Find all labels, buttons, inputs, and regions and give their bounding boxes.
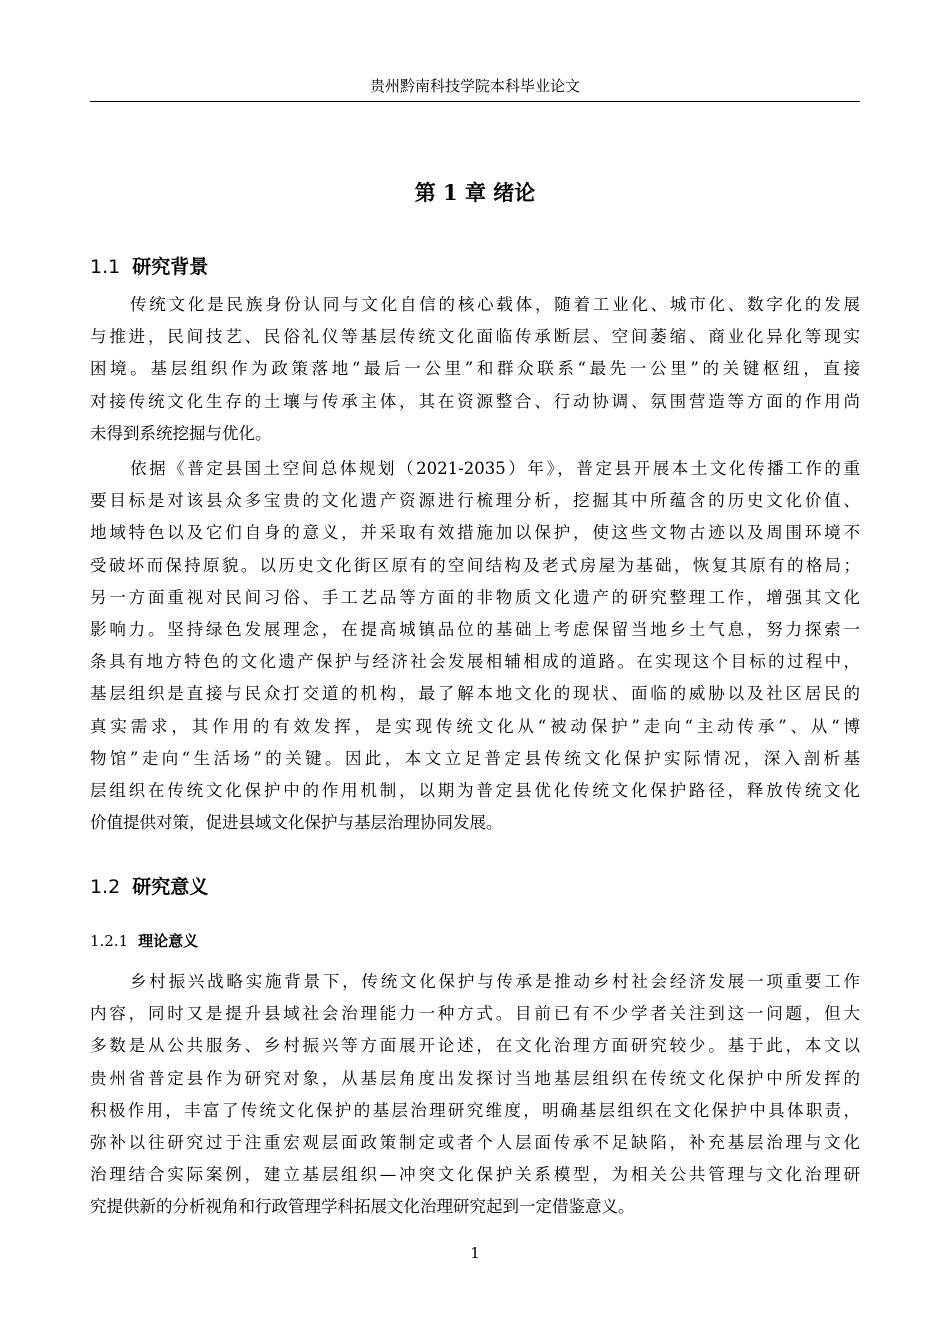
paragraph-line: 要目标是对该县众多宝贵的文化遗产资源进行梳理分析，挖掘其中所蕴含的历史文化价值、 [90, 491, 860, 511]
paragraph-background-1 [90, 289, 860, 450]
paragraph-background-2 [90, 453, 860, 839]
paragraph-line: 物馆”走向“生活场”的关键。因此，本文立足普定县传统文化保护实际情况，深入剖析基 [90, 748, 860, 768]
paragraph-line: 贵州省普定县作为研究对象，从基层角度出发探讨当地基层组织在传统文化保护中所发挥的 [90, 1068, 860, 1088]
paragraph-line: 依据《普定县国土空间总体规划（2021-2035）年》，普定县开展本土文化传播工作的重 [130, 459, 860, 478]
subsection-heading-1-2-1 [90, 928, 198, 954]
paragraph-line: 积极作用，丰富了传统文化保护的基层治理研究维度，明确基层组织在文化保护中具体职责， [90, 1100, 860, 1120]
chapter-title: 第 1 章 绪论 [414, 180, 536, 205]
paragraph-line: 困境。基层组织作为政策落地“最后一公里”和群众联系“最先一公里”的关键枢纽，直接 [90, 359, 860, 379]
paragraph-line: 价值提供对策，促进县域文化保护与基层治理协同发展。 [90, 813, 503, 833]
paragraph-line: 真实需求，其作用的有效发挥，是实现传统文化从“被动保护”走向“主动传承”、从“博 [90, 716, 860, 736]
paragraph-theory [90, 966, 860, 1224]
subsection-number: 1.2.1 [90, 932, 129, 950]
page-number: 1 [470, 1244, 480, 1262]
section-number: 1.1 [90, 256, 121, 278]
running-header: 贵州黔南科技学院本科毕业论文 [369, 77, 580, 95]
section-title: 研究意义 [132, 876, 209, 898]
paragraph-line: 未得到系统挖掘与优化。 [90, 423, 272, 443]
paragraph-line: 条具有地方特色的文化遗产保护与经济社会发展相辅相成的道路。在实现这个目标的过程中， [90, 652, 860, 672]
paragraph-line: 对接传统文化生存的土壤与传承主体，其在资源整合、行动协调、氛围营造等方面的作用尚 [90, 391, 860, 411]
section-heading-1-1 [90, 252, 208, 282]
subsection-title: 理论意义 [138, 932, 199, 950]
paragraph-line: 受破坏而保持原貌。以历史文化街区原有的空间结构及老式房屋为基础，恢复其原有的格局； [90, 555, 860, 575]
paragraph-line: 传统文化是民族身份认同与文化自信的核心载体，随着工业化、城市化、数字化的发展 [130, 295, 860, 314]
paragraph-line: 弥补以往研究过于注重宏观层面政策制定或者个人层面传承不足缺陷，补充基层治理与文化 [90, 1132, 860, 1152]
paragraph-line: 基层组织是直接与民众打交道的机构，最了解本地文化的现状、面临的威胁以及社区居民的 [90, 684, 860, 704]
paragraph-line: 治理结合实际案例，建立基层组织—冲突文化保护关系模型，为相关公共管理与文化治理研 [90, 1165, 860, 1185]
paragraph-line: 乡村振兴战略实施背景下，传统文化保护与传承是推动乡村社会经济发展一项重要工作 [130, 972, 860, 991]
section-number: 1.2 [90, 876, 121, 898]
section-heading-1-2 [90, 872, 208, 902]
paragraph-line: 另一方面重视对民间习俗、手工艺品等方面的非物质文化遗产的研究整理工作，增强其文化 [90, 587, 860, 607]
paragraph-line: 究提供新的分析视角和行政管理学科拓展文化治理研究起到一定借鉴意义。 [90, 1197, 635, 1217]
paragraph-line: 层组织在传统文化保护中的作用机制，以期为普定县优化传统文化保护路径，释放传统文化 [90, 780, 860, 800]
header-rule [90, 101, 860, 102]
paragraph-line: 地域特色以及它们自身的意义，并采取有效措施加以保护，使这些文物古迹以及周围环境不 [90, 523, 860, 543]
paragraph-line: 影响力。坚持绿色发展理念，在提高城镇品位的基础上考虑保留当地乡土气息，努力探索一 [90, 619, 860, 639]
paragraph-line: 内容，同时又是提升县域社会治理能力一种方式。目前已有不少学者关注到这一问题，但大 [90, 1004, 860, 1024]
section-title: 研究背景 [132, 256, 209, 278]
paragraph-line: 多数是从公共服务、乡村振兴等方面展开论述，在文化治理方面研究较少。基于此，本文以 [90, 1036, 860, 1056]
paragraph-line: 与推进，民间技艺、民俗礼仪等基层传统文化面临传承断层、空间萎缩、商业化异化等现实 [90, 327, 860, 347]
